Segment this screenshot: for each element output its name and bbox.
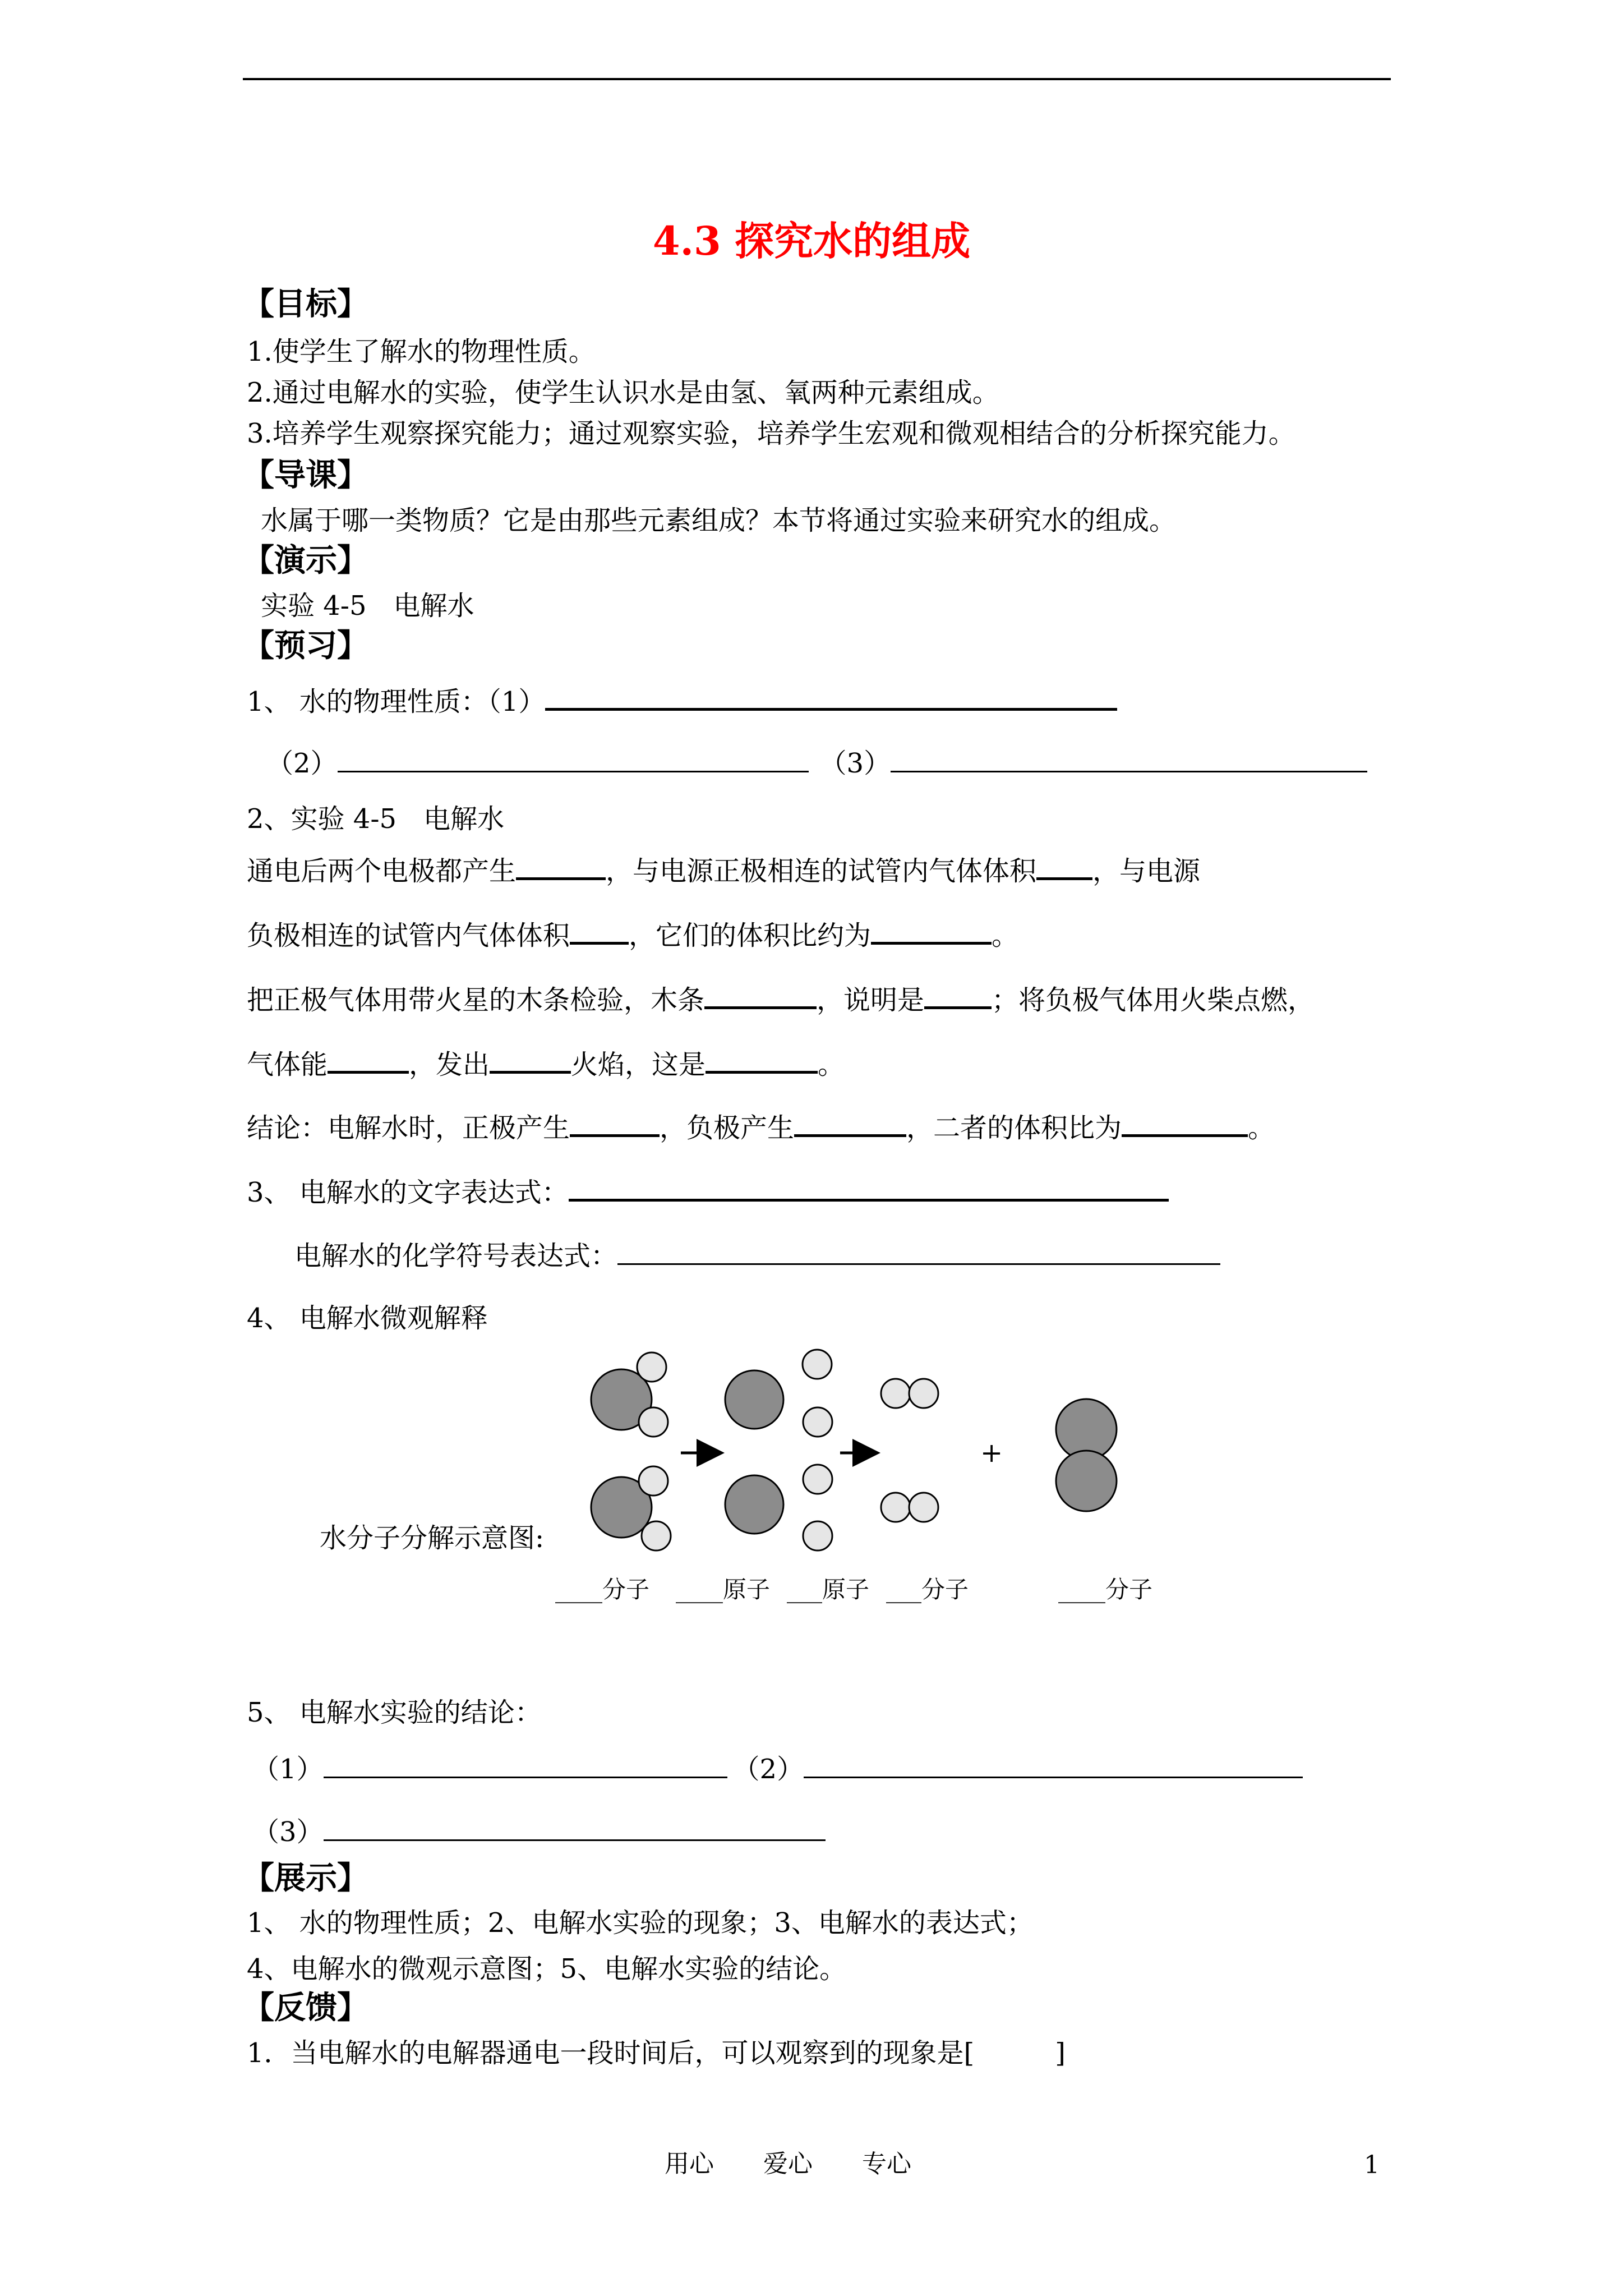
intro-text: 水属于哪一类物质？它是由那些元素组成？本节将通过实验来研究水的组成。: [261, 505, 1177, 536]
q3-word-label: 3、 电解水的文字表达式：: [247, 1177, 569, 1208]
q1-part2-label: （2）: [266, 748, 338, 779]
goal-item-2: 2.通过电解水的实验，使学生认识水是由氢、氧两种元素组成。: [247, 377, 999, 408]
q2-l1-text-c: ，与电源: [1092, 855, 1201, 887]
q1-prefix: 1、 水的物理性质：（1）: [247, 686, 546, 717]
demo-text: 实验 4-5 电解水: [261, 590, 474, 622]
hydrogen-atom: [642, 1521, 671, 1550]
diagram-caption: 水分子分解示意图:: [320, 1522, 545, 1554]
hydrogen-atom: [909, 1493, 938, 1522]
q5-blank-3[interactable]: [324, 1815, 826, 1841]
q2-l2-text-b: ，它们的体积比约为: [629, 920, 872, 951]
q2-l3-text-a: 把正极气体用带火星的木条检验，木条: [247, 984, 705, 1016]
q5-blank-2[interactable]: [804, 1752, 1303, 1778]
show-line-1: 1、 水的物理性质；2、电解水实验的现象；3、电解水的表达式；: [247, 1907, 1034, 1939]
preview-heading: 【预习】: [243, 627, 368, 664]
diagram-label-atom-2: ___原子: [787, 1576, 870, 1603]
goal-heading: 【目标】: [243, 286, 368, 323]
q2-l4-text-c: 火焰，这是: [571, 1049, 706, 1080]
page-number: 1: [1364, 2151, 1380, 2179]
q2-l3-text-b: ，说明是: [817, 984, 925, 1016]
hydrogen-atom: [639, 1466, 668, 1496]
q5-part1-label: （1）: [252, 1754, 324, 1785]
q2-l5-text-b: ，负极产生: [660, 1112, 795, 1144]
oxygen-atom: [1056, 1451, 1117, 1511]
q2-l5-text-d: 。: [1248, 1112, 1275, 1144]
q5-line-3: [252, 1815, 826, 1849]
hydrogen-atom: [803, 1465, 832, 1494]
q2-l2-text-a: 负极相连的试管内气体体积: [247, 920, 570, 951]
oxygen-atom: [725, 1475, 783, 1534]
q5-line-1: [252, 1752, 1303, 1786]
q1-part3-label: （3）: [819, 748, 891, 779]
hydrogen-atom: [803, 1521, 832, 1550]
q2-title: 2、实验 4-5 电解水: [247, 803, 505, 835]
q5-blank-1[interactable]: [324, 1752, 727, 1778]
hydrogen-atom: [881, 1379, 910, 1408]
q2-l1-text-a: 通电后两个电极都产生: [247, 855, 517, 887]
q2-l1-text-b: ，与电源正极相连的试管内气体体积: [606, 855, 1037, 887]
show-heading: 【展示】: [243, 1860, 368, 1897]
q2-l3-text-c: ；将负极气体用火柴点燃，: [992, 984, 1315, 1016]
q5-part2-label: （2）: [732, 1754, 804, 1785]
feedback-q1: 1．当电解水的电解器通电一段时间后，可以观察到的现象是[ ]: [247, 2037, 1066, 2069]
q2-l2-text-c: 。: [992, 920, 1019, 951]
q2-l5-text-a: 结论：电解水时，正极产生: [247, 1112, 570, 1144]
page-title: 4.3 探究水的组成: [652, 218, 971, 264]
hydrogen-atom: [803, 1407, 832, 1437]
diagram-label-atom-1: ____原子: [676, 1576, 771, 1603]
feedback-heading: 【反馈】: [243, 1989, 368, 2026]
oxygen-atom: [725, 1370, 783, 1429]
goal-item-1: 1.使学生了解水的物理性质。: [247, 336, 596, 367]
q5-title: 5、 电解水实验的结论：: [247, 1697, 542, 1728]
q2-l4-text-b: ，发出: [409, 1049, 490, 1080]
hydrogen-atom: [637, 1352, 666, 1382]
show-line-2: 4、电解水的微观示意图；5、电解水实验的结论。: [247, 1953, 847, 1985]
q5-part3-label: （3）: [252, 1816, 324, 1848]
hydrogen-atom: [909, 1379, 938, 1408]
q3-symbol-label: 电解水的化学符号表达式：: [294, 1240, 618, 1272]
hydrogen-atom: [639, 1407, 668, 1437]
plus-sign: +: [980, 1437, 1003, 1469]
intro-heading: 【导课】: [243, 457, 368, 494]
goal-item-3: 3.培养学生观察探究能力；通过观察实验，培养学生宏观和微观相结合的分析探究能力。: [247, 418, 1295, 449]
q2-l4-text-a: 气体能: [247, 1049, 328, 1080]
diagram-label-hydrogen-molecule: ___分子: [886, 1576, 969, 1603]
demo-heading: 【演示】: [243, 542, 368, 579]
q2-l5-text-c: ，二者的体积比为: [906, 1112, 1122, 1144]
diagram-label-water-molecule: ____分子: [555, 1576, 650, 1603]
hydrogen-atom: [881, 1493, 910, 1522]
footer-motto: 用心 爱心 专心: [665, 2150, 911, 2178]
q4-title: 4、 电解水微观解释: [247, 1303, 488, 1334]
q2-l4-text-d: 。: [818, 1049, 845, 1080]
hydrogen-atom: [803, 1350, 832, 1379]
diagram-label-oxygen-molecule: ____分子: [1058, 1576, 1153, 1603]
